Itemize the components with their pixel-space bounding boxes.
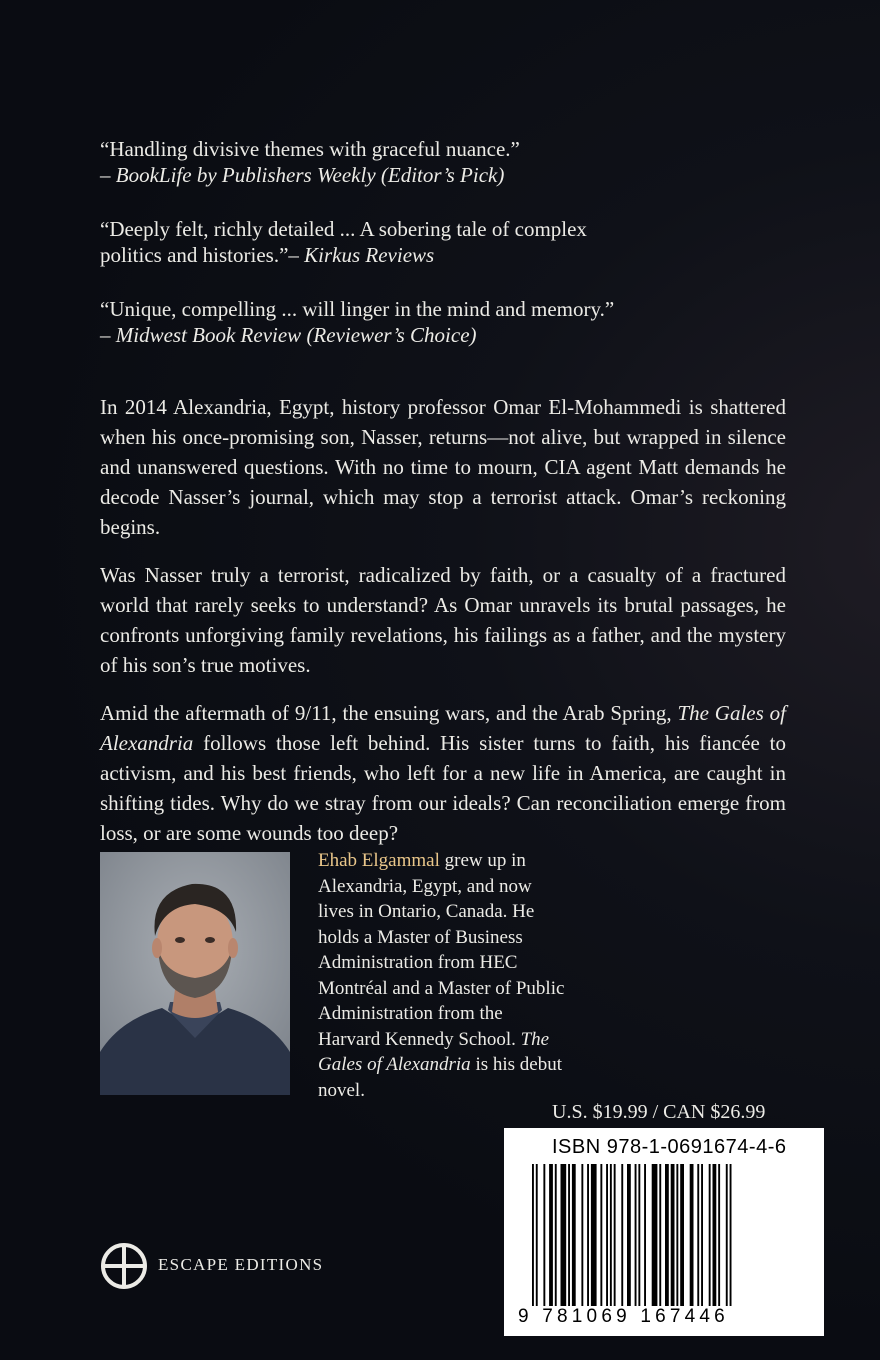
quote-text: “Deeply felt, richly detailed ... A sobering tale of complex: [100, 217, 587, 241]
barcode-bar: [665, 1164, 669, 1306]
barcode-bar: [561, 1164, 567, 1306]
barcode-bar: [581, 1164, 583, 1306]
publisher: [100, 1240, 360, 1292]
barcode-bar: [644, 1164, 646, 1306]
barcode-bar: [549, 1164, 553, 1306]
barcode-bar: [572, 1164, 576, 1306]
barcode-bar: [701, 1164, 703, 1306]
barcode-bar: [543, 1164, 545, 1306]
barcode-digits: 9 781069 167446: [518, 1306, 729, 1327]
barcode-bar: [718, 1164, 720, 1306]
review-quote: [100, 296, 740, 348]
barcode-bar: [600, 1164, 602, 1306]
quote-source: – Kirkus Reviews: [288, 243, 435, 267]
quote-text: politics and histories.”: [100, 243, 289, 267]
barcode-bar: [697, 1164, 699, 1306]
barcode-bars: [530, 1164, 800, 1306]
quote-text: “Handling divisive themes with graceful nuance.”: [100, 137, 520, 161]
isbn-label: ISBN 978-1-0691674-4-6: [552, 1136, 787, 1158]
blurb-paragraph: [100, 698, 786, 848]
publisher-name: ESCAPE EDITIONS: [158, 1255, 324, 1274]
author-bio: [318, 848, 568, 1103]
author-bio-text: grew up in Alexandria, Egypt, and now lives in Ontario, Canada. He holds a Master of Business Administration from HEC Montréal and a Master of Public Administration from the Harvard Kennedy School.: [318, 850, 565, 1050]
author-photo: [100, 852, 290, 1095]
price: U.S. $19.99 / CAN $26.99: [552, 1101, 766, 1123]
barcode-bar: [627, 1164, 631, 1306]
barcode-bar: [536, 1164, 538, 1306]
review-quote: [100, 216, 740, 268]
blurb-text: Amid the aftermath of 9/11, the ensuing wars, and the Arab Spring,: [100, 701, 678, 725]
book-title: The Gales of Alexandria: [318, 1028, 550, 1075]
book-blurb: [100, 392, 786, 866]
quote-source: – Midwest Book Review (Reviewer’s Choice): [100, 323, 477, 347]
barcode-bar: [659, 1164, 661, 1306]
barcode-bar: [638, 1164, 640, 1306]
barcode-bar: [635, 1164, 637, 1306]
quote-source: – BookLife by Publishers Weekly (Editor’s Pick): [100, 163, 505, 187]
author-bio-text: is his debut novel.: [318, 1054, 562, 1101]
barcode-bar: [709, 1164, 711, 1306]
barcode-bar: [680, 1164, 684, 1306]
barcode-bar: [587, 1164, 589, 1306]
barcode-bar: [730, 1164, 732, 1306]
barcode-bar: [591, 1164, 597, 1306]
barcode-bar: [690, 1164, 694, 1306]
author-portrait-image: [100, 852, 290, 1095]
book-title: The Gales of Alexandria: [100, 701, 786, 755]
barcode-bar: [671, 1164, 675, 1306]
blurb-paragraph: In 2014 Alexandria, Egypt, history professor Omar El-Mohammedi is shattered when his once-promising son, Nasser, returns—not alive, but wrapped in silence and unanswered questions. With no time to mourn, CIA agent Matt demands he decode Nasser’s journal, which may stop a terrorist attack. Omar’s reckoning begins.: [100, 395, 786, 539]
barcode-bar: [713, 1164, 717, 1306]
barcode-bar: [532, 1164, 534, 1306]
barcode-bar: [676, 1164, 678, 1306]
author-name: Ehab Elgammal: [318, 850, 440, 871]
barcode-bar: [568, 1164, 570, 1306]
barcode-bar: [610, 1164, 612, 1306]
barcode-bar: [652, 1164, 658, 1306]
blurb-text: follows those left behind. His sister turns to faith, his fiancée to activism, and his best friends, who left for a new life in America, are caught in shifting tides. Why do we stray from our ideals? Can reconciliation emerge from loss, or are some wounds too deep?: [100, 731, 786, 845]
barcode-bar: [614, 1164, 616, 1306]
barcode-bar: [726, 1164, 728, 1306]
publisher-logo-icon: [100, 1242, 148, 1290]
review-quotes: [100, 136, 740, 376]
isbn-barcode: [504, 1128, 824, 1336]
review-quote: [100, 136, 740, 188]
barcode-bar: [621, 1164, 623, 1306]
quote-text: “Unique, compelling ... will linger in the mind and memory.”: [100, 297, 615, 321]
barcode-bar: [555, 1164, 557, 1306]
blurb-paragraph: Was Nasser truly a terrorist, radicalized by faith, or a casualty of a fractured world that rarely seeks to understand? As Omar unravels its brutal passages, he confronts unforgiving family revelations, his failings as a father, and the mystery of his son’s true motives.: [100, 563, 786, 677]
barcode-bar: [606, 1164, 608, 1306]
